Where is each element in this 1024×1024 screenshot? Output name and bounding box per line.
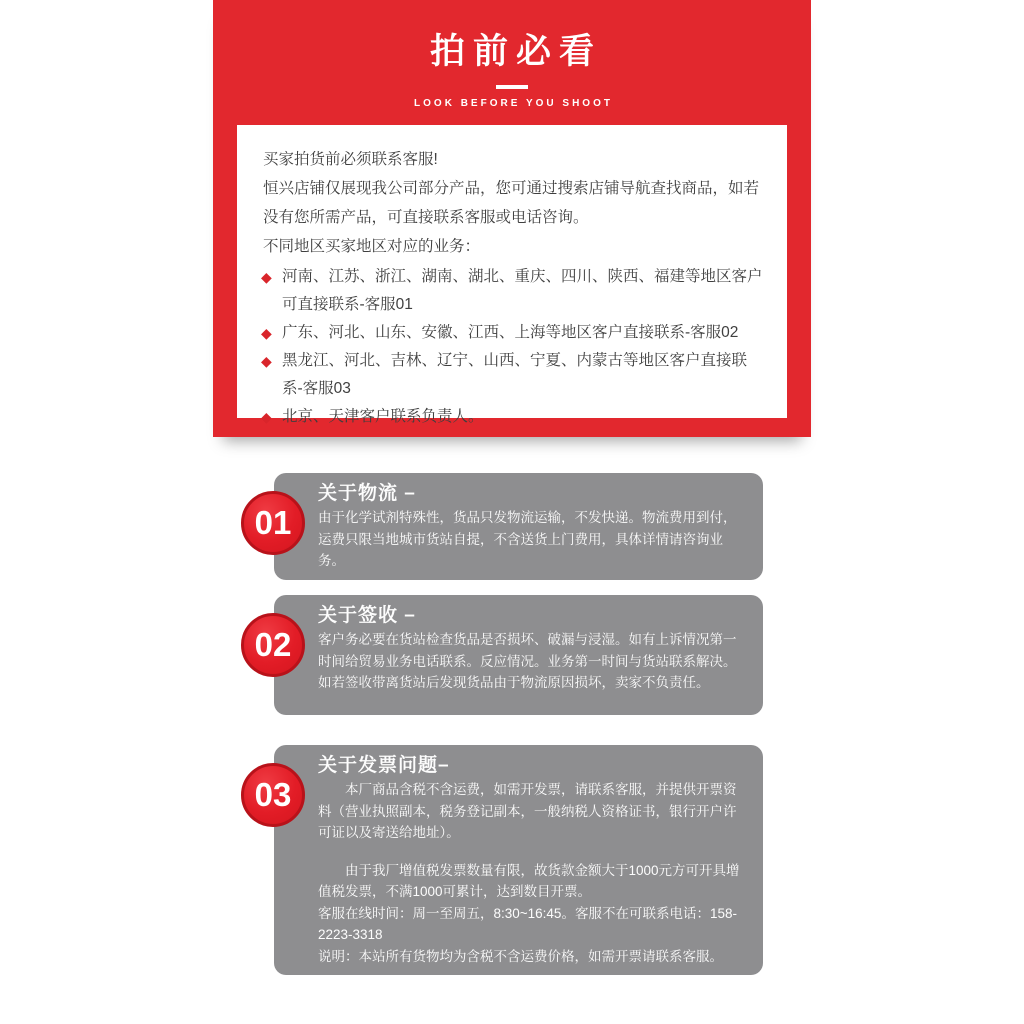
section-paragraph: 说明：本站所有货物均为含税不含运费价格，如需开票请联系客服。 xyxy=(318,948,723,964)
list-item xyxy=(263,263,763,319)
list-item xyxy=(263,403,763,431)
page-title: 拍前必看 xyxy=(429,32,602,71)
section-content-box xyxy=(274,745,763,975)
section-paragraph: 客户务必要在货站检查货品是否损坏、破漏与浸湿。如有上诉情况第一时间给贸易业务电话联系。反应情况。业务第一时间与货站联系解决。如若签收带离货站后发现货品由于物流原因损坏，卖家不负责任。 xyxy=(318,632,737,690)
list-item-text: 河南、江苏、浙江、湖南、湖北、重庆、四川、陕西、福建等地区客户可直接联系-客服01 xyxy=(282,268,763,313)
diamond-bullet-icon: ◆ xyxy=(261,409,272,425)
section-paragraph: 本厂商品含税不含运费，如需开发票，请联系客服，并提供开票资料（营业执照副本，税务登记副本，一般纳税人资格证书，银行开户许可证以及寄送给地址）。 xyxy=(318,782,737,840)
intro-line: 不同地区买家地区对应的业务： xyxy=(263,238,481,255)
header-banner xyxy=(213,0,811,437)
section-content-box xyxy=(274,595,763,715)
list-item-text: 广东、河北、山东、安徽、江西、上海等地区客户直接联系-客服02 xyxy=(282,324,739,341)
list-item xyxy=(263,347,763,403)
section-number-badge: 03 xyxy=(241,763,305,827)
section-invoice xyxy=(241,745,763,975)
section-number-badge: 01 xyxy=(241,491,305,555)
intro-line: 买家拍货前必须联系客服! xyxy=(263,151,438,168)
list-item-text: 北京、天津客户联系负责人。 xyxy=(282,408,484,425)
list-item xyxy=(263,319,763,347)
section-paragraph: 客服在线时间：周一至周五，8:30~16:45。客服不在可联系电话：158-2223-3318 xyxy=(318,905,737,942)
section-title: 关于物流 – xyxy=(318,483,416,504)
list-item-text: 黑龙江、河北、吉林、辽宁、山西、宁夏、内蒙古等地区客户直接联系-客服03 xyxy=(282,352,748,397)
diamond-bullet-icon: ◆ xyxy=(261,353,272,369)
intro-line: 恒兴店铺仅展现我公司部分产品，您可通过搜索店铺导航查找商品，如若没有您所需产品，可直接联系客服或电话咨询。 xyxy=(263,180,760,226)
title-underline xyxy=(496,85,528,89)
section-signing xyxy=(241,595,763,715)
section-number-badge: 02 xyxy=(241,613,305,677)
region-service-list xyxy=(263,263,763,431)
section-paragraph: 由于我厂增值税发票数量有限，故货款金额大于1000元方可开具增值税发票，不满1000可累计，达到数目开票。 xyxy=(318,862,740,899)
section-logistics xyxy=(241,473,763,580)
diamond-bullet-icon: ◆ xyxy=(261,325,272,341)
section-paragraph: 由于化学试剂特殊性，货品只发物流运输，不发快递。物流费用到付，运费只限当地城市货站自提，不含送货上门费用，具体详情请咨询业务。 xyxy=(318,510,737,568)
section-title: 关于签收 – xyxy=(318,605,416,626)
diamond-bullet-icon: ◆ xyxy=(261,269,272,285)
notice-card xyxy=(237,125,787,425)
page-subtitle: LOOK BEFORE YOU SHOOT xyxy=(414,98,613,109)
section-content-box xyxy=(274,473,763,580)
section-title: 关于发票问题– xyxy=(318,755,450,776)
